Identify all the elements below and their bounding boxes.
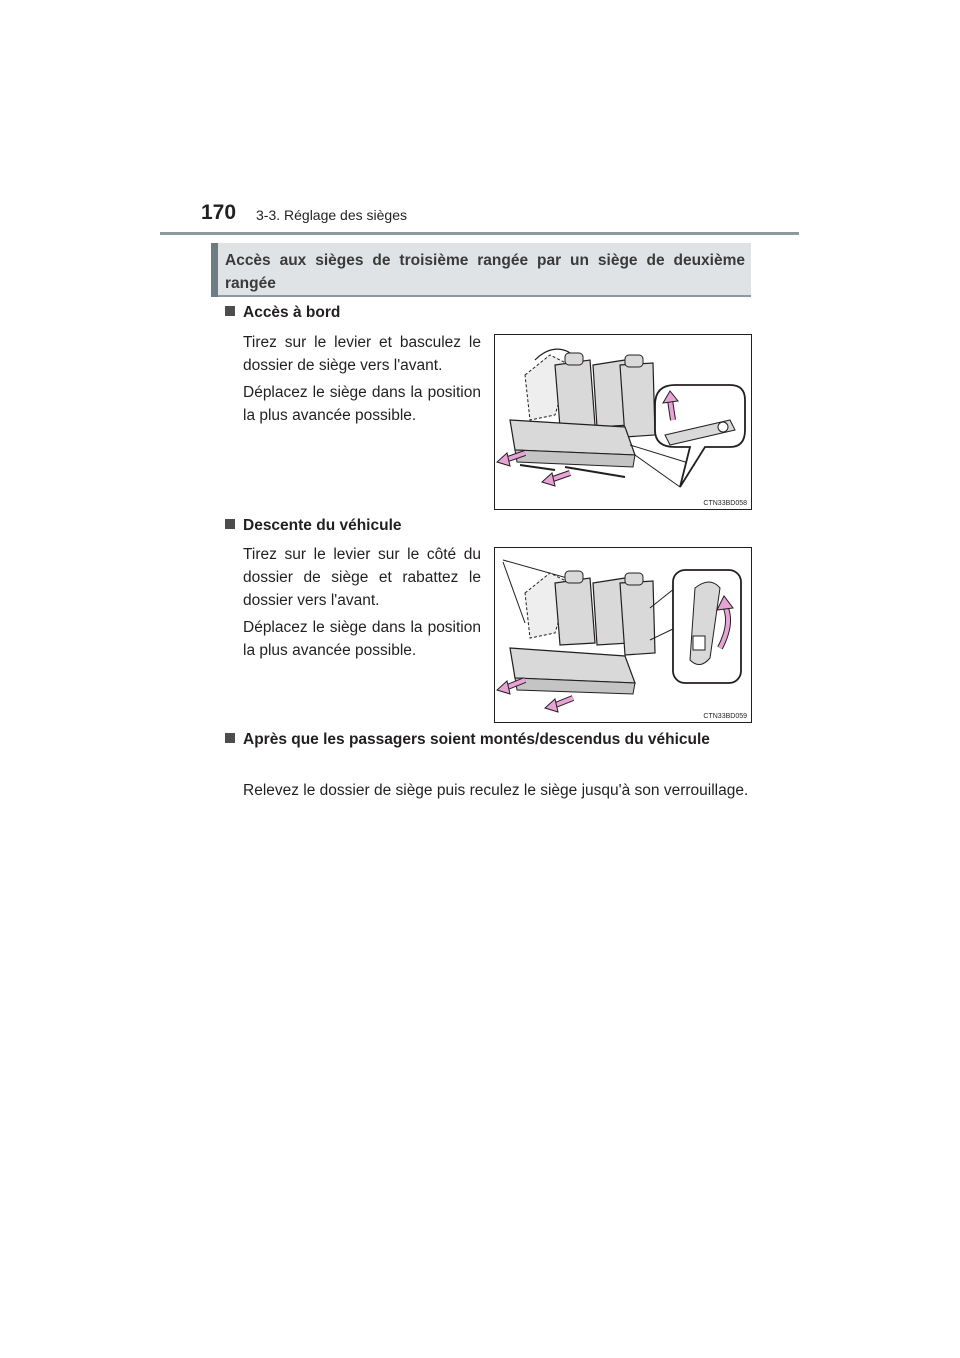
section-heading-box <box>211 243 751 297</box>
item-heading-after: Après que les passagers soient montés/descendus du véhicule <box>225 728 735 751</box>
item-paragraph: Tirez sur le levier sur le côté du dossier de siège et rabattez le dossier vers l'avant. <box>243 546 481 609</box>
header-rule <box>160 232 799 235</box>
section-heading-bar <box>211 243 218 297</box>
chapter-title: 3-3. Réglage des sièges <box>256 207 407 223</box>
seat-fold-illustration <box>495 548 751 722</box>
item-paragraph: Déplacez le siège dans la position la plus avancée possible. <box>243 619 481 659</box>
item-heading-exit: Descente du véhicule <box>225 514 402 537</box>
bullet-square-icon <box>225 306 235 316</box>
item-paragraph: Tirez sur le levier et basculez le dossier de siège vers l'avant. <box>243 334 481 374</box>
bullet-square-icon <box>225 733 235 743</box>
bullet-square-icon <box>225 519 235 529</box>
seat-tilt-illustration <box>495 335 751 509</box>
item-paragraph: Déplacez le siège dans la position la plus avancée possible. <box>243 384 481 424</box>
item-paragraph: Relevez le dossier de siège puis reculez le siège jusqu'à son verrouillage. <box>243 782 749 799</box>
figure-code: CTN33BD059 <box>703 713 747 720</box>
figure-boarding <box>494 334 752 510</box>
item-heading-boarding: Accès à bord <box>225 301 340 324</box>
page-number: 170 <box>201 201 237 224</box>
figure-code: CTN33BD058 <box>703 500 747 507</box>
figure-exit <box>494 547 752 723</box>
section-title: Accès aux sièges de troisième rangée par un siège de deuxième rangée <box>225 252 745 292</box>
